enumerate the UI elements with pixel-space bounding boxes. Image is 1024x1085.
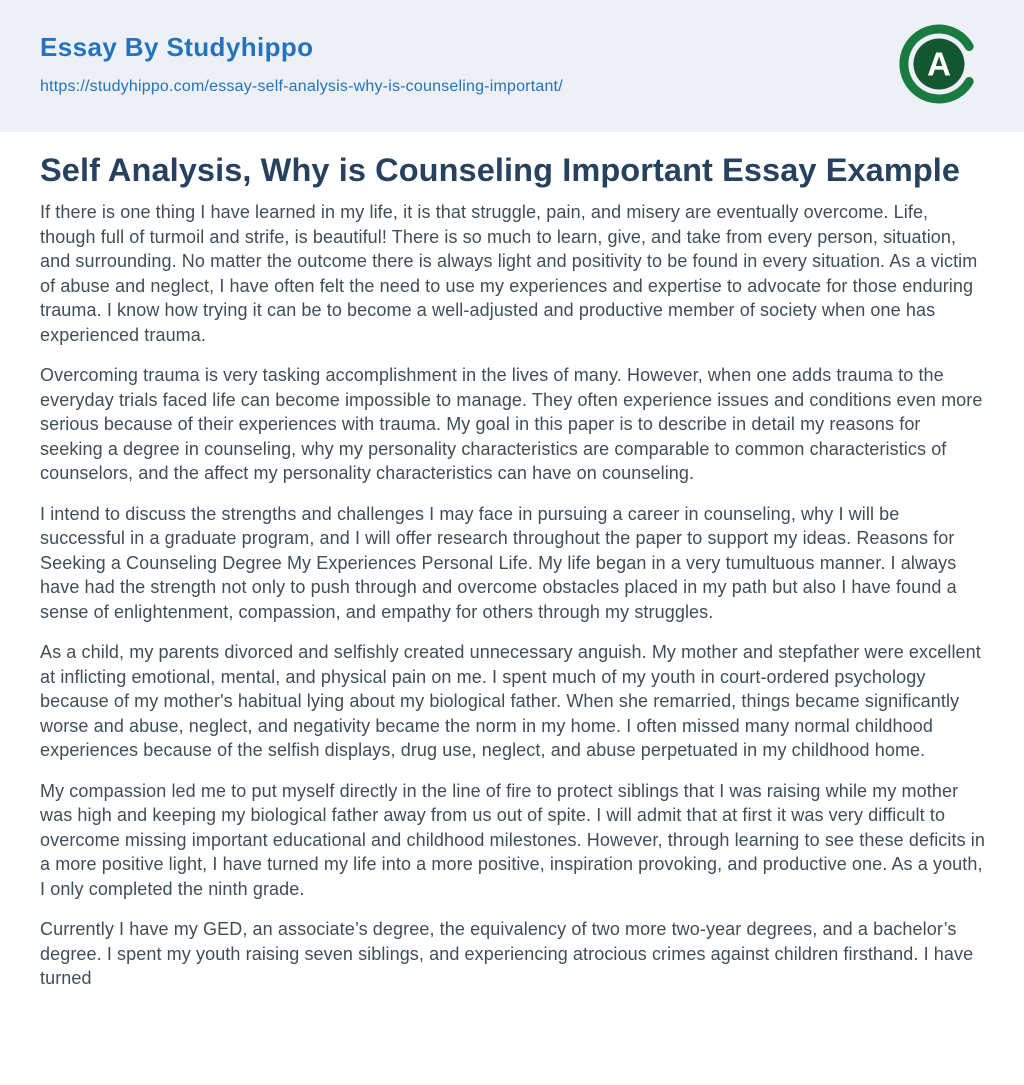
article-paragraph: As a child, my parents divorced and selfishly created unnecessary anguish. My mother and stepfather were excellent at inflicting emotional, mental, and physical pain on me. I spent much of my youth in court-ordered psychology because of my mother's habitual lying about my biological father. When she remarried, things became significantly worse and abuse, neglect, and negativity became the norm in my home. I often missed many normal childhood experiences because of the selfish displays, drug use, neglect, and abuse perpetuated in my childhood home. bbox=[40, 642, 981, 760]
article-paragraph: Overcoming trauma is very tasking accomplishment in the lives of many. However, when one adds trauma to the everyday trials faced life can become impossible to manage. They often experience issues and conditions even more serious because of their experiences with trauma. My goal in this paper is to describe in detail my reasons for seeking a degree in counseling, why my personality characteristics are comparable to common characteristics of counselors, and the affect my personality characteristics can have on counseling. bbox=[40, 365, 983, 483]
article-body bbox=[40, 200, 986, 991]
studyhippo-logo-icon bbox=[898, 23, 980, 105]
article bbox=[0, 151, 1024, 991]
article-paragraph: If there is one thing I have learned in my life, it is that struggle, pain, and misery are eventually overcome. Life, though full of turmoil and strife, is beautiful! There is so much to learn, give, and take from every person, situation, and surrounding. No matter the outcome there is always light and positivity to be found in every situation. As a victim of abuse and neglect, I have often felt the need to use my experiences and expertise to advocate for those enduring trauma. I know how trying it can be to become a well-adjusted and productive member of society when one has experienced trauma. bbox=[40, 202, 978, 345]
article-paragraph: My compassion led me to put myself directly in the line of fire to protect siblings that I was raising while my mother was high and keeping my biological father away from us out of spite. I will admit that at first it was very difficult to overcome missing important educational and childhood milestones. However, through learning to see these deficits in a more positive light, I have turned my life into a more positive, inspiration provoking, and productive one. As a youth, I only completed the ninth grade. bbox=[40, 780, 986, 899]
article-title: Self Analysis, Why is Counseling Important Essay Example bbox=[40, 152, 961, 188]
page-header bbox=[0, 0, 1024, 132]
source-url-link[interactable]: https://studyhippo.com/essay-self-analysis-why-is-counseling-important/ bbox=[40, 78, 563, 95]
article-paragraph: Currently I have my GED, an associate’s degree, the equivalency of two more two-year degrees, and a bachelor’s degree. I spent my youth raising seven siblings, and experiencing atrocious crimes against children firsthand. I have turned bbox=[40, 919, 974, 988]
studyhippo-logo bbox=[898, 23, 980, 105]
header-text-block bbox=[40, 32, 563, 96]
article-paragraph: I intend to discuss the strengths and challenges I may face in pursuing a career in counseling, why I will be successful in a graduate program, and I will offer research throughout the paper to support my ideas. Reasons for Seeking a Counseling Degree My Experiences Personal Life. My life began in a very tumultuous manner. I always have had the strength not only to push through and overcome obstacles placed in my path but also I have found a sense of enlightenment, compassion, and empathy for others through my struggles. bbox=[40, 503, 957, 622]
logo-letter: A bbox=[927, 45, 951, 83]
brand-title: Essay By Studyhippo bbox=[40, 32, 314, 62]
